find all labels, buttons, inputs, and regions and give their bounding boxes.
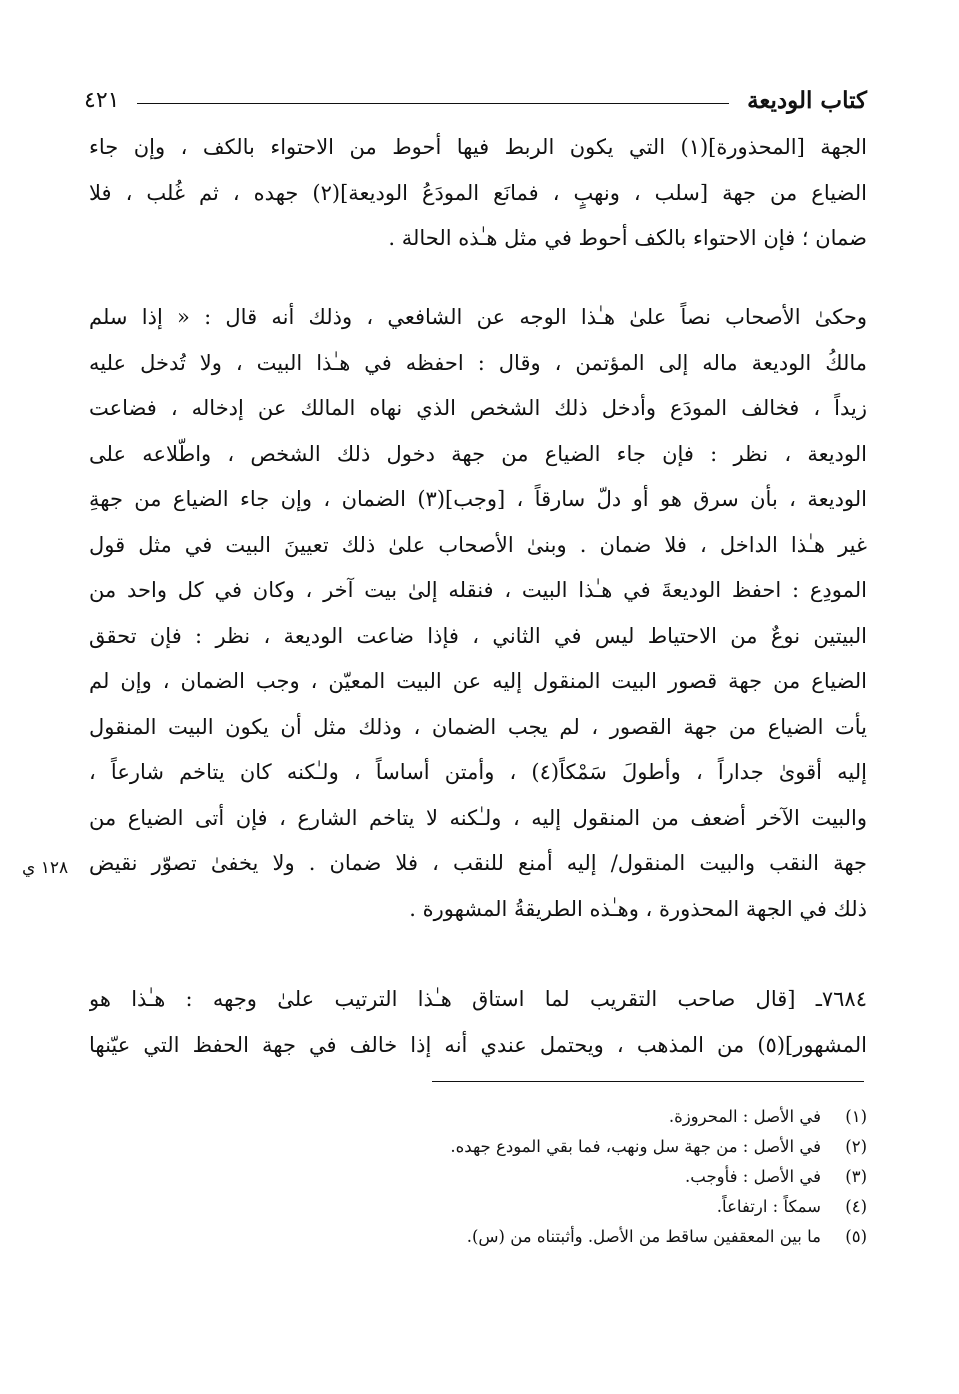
footnote xyxy=(247,1162,867,1192)
text-line: يأت الضياع من جهة القصور ، لم يجب الضمان ، وذلك مثل أن يكون البيت المنقول xyxy=(89,714,867,739)
page-number: ٤٢١ xyxy=(84,87,120,113)
text-line: الضياع من جهة قصور البيت المنقول إليه عن البيت المعيّن ، وجب الضمان ، وإن لم xyxy=(89,669,867,693)
chapter-title: كتاب الوديعة xyxy=(747,86,867,114)
text-line: مالكُ الوديعة ماله إلى المؤتمن ، وقال : احفظه في هـٰذا البيت ، ولا تُدخل عليه xyxy=(89,350,867,375)
footnote-text: سمكاً : ارتفاعاً. xyxy=(716,1197,821,1216)
text-line: الضياع من جهة [سلب ، ونهبٍ ، فمانَع المودَعُ الوديعة](٢) جهده ، ثم غُلب ، فلا xyxy=(89,180,867,205)
text-line: وحكىٰ الأصحاب نصاً علىٰ هـٰذا الوجه عن الشافعي ، وذلك أنه قال : « إذا سلم xyxy=(89,305,867,329)
text-line: الوديعة ، نظر : فإن جاء الضياع من جهة دخول ذلك الشخص ، واطّلاعه على xyxy=(89,441,867,466)
footnote xyxy=(247,1132,867,1162)
footnote-text: ما بين المعقفين ساقط من الأصل. وأثبتناه من (س). xyxy=(466,1227,821,1246)
text-line: ٧٦٨٤ـ [قال صاحب التقريب لما استاق هـٰذا الترتيب علىٰ وجهه : هـٰذا هو xyxy=(89,987,867,1011)
footnote xyxy=(247,1192,867,1222)
text-line: ذلك في الجهة المحذورة ، وهـٰذه الطريقةُ المشهورة . xyxy=(409,896,867,921)
running-header xyxy=(84,80,867,120)
text-line: زيداً ، فخالف المودَع وأدخل ذلك الشخص الذي نهاه المالك عن إدخاله ، فضاعت xyxy=(89,396,867,420)
footnote-text: في الأصل : المحروزة. xyxy=(668,1107,821,1126)
text-line: والبيت الآخر أضعف من المنقول إليه ، ولـٰكنه لا يتاخم الشارع ، فإن أتى الضياع من xyxy=(89,805,867,830)
footnote-number: (٤) xyxy=(845,1197,867,1216)
header-rule xyxy=(137,103,729,104)
footnote-number: (٢) xyxy=(845,1137,867,1156)
text-line: الوديعة ، بأن سرق هو أو دلّ سارقاً ، [وجب](٣) الضمان ، وإن جاء الضياع من جهةِ xyxy=(89,487,867,511)
footnote-number: (١) xyxy=(845,1107,867,1126)
footnote xyxy=(247,1222,867,1252)
footnotes xyxy=(247,1102,867,1252)
text-line: ضمان ؛ فإن الاحتواء بالكف أحوط في مثل هـٰذه الحالة . xyxy=(388,226,867,250)
text-line: الجهة [المحذورة](١) التي يكون الربط فيها أحوط من الاحتواء بالكف ، وإن جاء xyxy=(89,135,867,159)
footnote xyxy=(247,1102,867,1132)
text-line: غير هـٰذا الداخل ، فلا ضمان . وبنىٰ الأصحاب علىٰ ذلك تعيينَ البيت في مثل قول xyxy=(89,532,867,557)
margin-folio-note: ١٢٨ ي xyxy=(22,858,69,878)
footnote-text: في الأصل : فأوجب. xyxy=(685,1167,821,1186)
footnote-separator xyxy=(432,1081,864,1082)
footnote-text: في الأصل : من جهة سل ونهب، فما بقي المودع جهده. xyxy=(450,1137,821,1156)
text-line: البيتين نوعٌ من الاحتياط ليس في الثاني ، فإذا ضاعت الوديعة ، نظر : فإن تحقق xyxy=(89,623,867,648)
text-line: إليه أقوىٰ جداراً ، وأطولَ سَمْكاً(٤) ، وأمتن أساساً ، ولـٰكنه كان يتاخم شارعاً ، xyxy=(89,760,867,784)
paragraph-2 xyxy=(89,295,867,932)
paragraph-3 xyxy=(89,977,867,1068)
text-line: المشهور](٥) من المذهب ، ويحتمل عندي أنه إذا خالف في جهة الحفظ التي عيّنها xyxy=(89,1032,867,1057)
text-line: المودِع : احفظ الوديعةَ في هـٰذا البيت ، فنقله إلىٰ بيت آخر ، وكان في كل واحد من xyxy=(89,578,867,602)
paragraph-1 xyxy=(89,125,867,262)
footnote-number: (٥) xyxy=(845,1227,867,1246)
text-line: جهة النقب والبيت المنقول/ إليه أمنع للنقب ، فلا ضمان . ولا يخفىٰ تصوّر نقيض xyxy=(89,851,867,875)
footnote-number: (٣) xyxy=(845,1167,867,1186)
